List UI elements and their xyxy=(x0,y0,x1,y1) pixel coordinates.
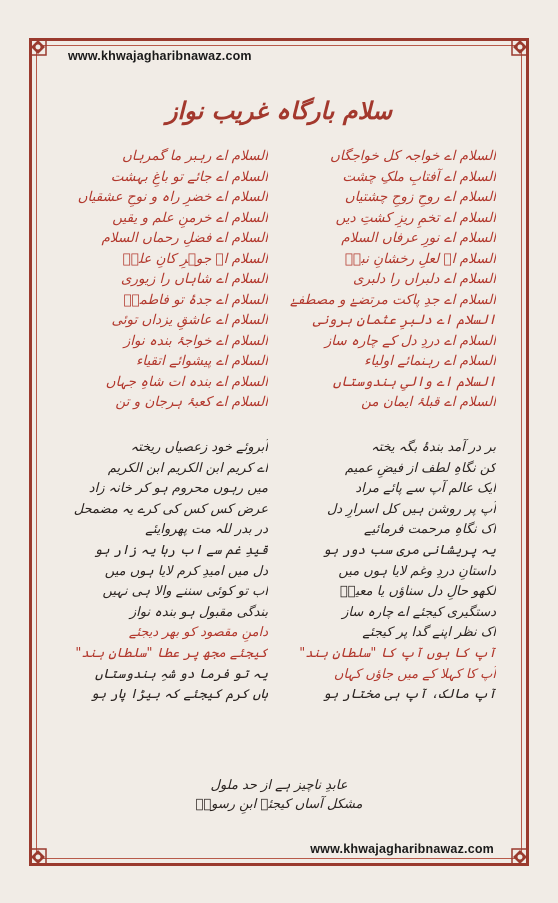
verse-line: کن نگاہِ لطف از فیضِ عمیم xyxy=(344,460,496,476)
page-title: سلام بارگاہ غریب نواز xyxy=(165,96,393,125)
poem-column-right xyxy=(286,438,496,706)
verse-line: السلام اے جدۂ تو فاطمہؓ xyxy=(123,291,268,308)
verse-line: السلام اے رہبر ما گمرہاں xyxy=(121,148,268,164)
salam-column-right xyxy=(286,146,496,413)
verse-line: دل میں امیدِ کرم لایا ہوں میں xyxy=(104,563,268,579)
website-url-top[interactable]: www.khwajagharibnawaz.com xyxy=(68,49,252,63)
verse-line: السلام اے خواجہ کل خواجگاں xyxy=(329,148,496,164)
verse-line: السلام اے عاشقِ یزداں توئی xyxy=(111,312,268,328)
verse-line: میں رہوں محروم ہو کر خانہ زاد xyxy=(88,481,268,497)
verse-line: ہاں کرم کیجئے کہ بیڑا پار ہو xyxy=(90,687,268,703)
verse-line: اک نظر اپنے گدا پر کیجئے xyxy=(362,625,496,641)
verse-line: آپ کا ہوں آپ کا "سلطانِ ہند" xyxy=(299,645,496,661)
corner-ornament-icon xyxy=(509,36,531,58)
verse-line: بندگی مقبول ہو بندہ نواز xyxy=(129,604,268,620)
verse-line: السلام اے خواجۂ بندہ نواز xyxy=(123,332,268,349)
verse-line: السلام اے دلبرِ عثمانِ ہرونی xyxy=(312,312,496,328)
verse-line: السلام اے نورِ عرفاں السلام xyxy=(341,230,496,246)
verse-line: اب تو کوئی سننے والا ہی نہیں xyxy=(102,584,268,600)
verse-line: کیجئے مجھ پر عطا "سلطانِ ہند" xyxy=(75,645,268,661)
verse-line: السلام اے دلبراں را دلبری xyxy=(353,271,496,287)
verse-line: در بدر للہ مت پھروایئے xyxy=(145,522,268,538)
verse-line: السلام اے لعلِ رخشانِ نبیؐ xyxy=(344,250,496,267)
verse-line: السلام اے والیِ ہندوستاں xyxy=(332,373,496,390)
verse-line: عرض کس کس کی کرے یہ مضمحل xyxy=(73,501,268,517)
verse-line: قیدِ غم سے اب رہا یہ زار ہو xyxy=(94,542,268,558)
verse-line: یہ پریشانی مری سب دور ہو xyxy=(322,542,496,558)
verse-line: السلام اے جائے تو باغِ بہشت xyxy=(110,168,268,185)
corner-ornament-icon xyxy=(27,846,49,868)
verse-line: دامنِ مقصود کو بھر دیجئے xyxy=(128,625,268,641)
verse-line: اے کریم ابن الکریم ابن الکریم xyxy=(107,460,268,476)
verse-line: السلام اے خرمنِ علم و یقیں xyxy=(112,209,268,226)
verse-line: السلام اے روحِ زوحِ چشتیاں xyxy=(344,189,496,205)
salam-column-left xyxy=(58,146,268,413)
corner-ornament-icon xyxy=(509,846,531,868)
closing-couplet xyxy=(0,776,558,814)
verse-line: السلام اے آفتابِ ملکِ چشت xyxy=(342,168,496,185)
verse-line: السلام اے جوہرِ کانِ علیؓ xyxy=(122,250,268,267)
verse-line: مشکل آساں کیجئے ابنِ رسولؐ xyxy=(195,797,363,812)
verse-line: السلام اے دردِ دل کے چارہ ساز xyxy=(324,332,496,349)
verse-line: آپ پر روشن ہیں کل اسرارِ دل xyxy=(326,501,496,517)
verse-line: دستگیری کیجئے اے چارہ ساز xyxy=(342,604,496,620)
verse-line: لکھو حالِ دل سناؤں یا معینؒ xyxy=(339,584,496,600)
verse-line: السلام اے قبلۂ ایمان من xyxy=(361,394,496,410)
verse-line: السلام اے پیشوائے اتقیاء xyxy=(136,353,268,369)
verse-line: آبروئے خود زعصیاں ریختہ xyxy=(130,440,268,455)
verse-line: السلام اے بندہ ات شاہِ جہاں xyxy=(105,373,268,390)
verse-line: اک نگاہِ مرحمت فرمائیے xyxy=(364,522,496,538)
verse-line: السلام اے شاہاں را زیوری xyxy=(120,271,268,287)
poem-column-left xyxy=(58,438,268,706)
verse-line: ایک عالم آپ سے پائے مراد xyxy=(355,481,496,497)
verse-line: آپ مالک، آپ ہی مختار ہو xyxy=(322,687,496,703)
verse-line: السلام اے فضلِ رحماں السلام xyxy=(101,230,268,246)
verse-line: یہ تو فرما دو شہِ ہندوستاں xyxy=(94,666,268,682)
verse-line: السلام اے جدِ پاکت مرتضےٰ و مصطفےٰ xyxy=(289,291,496,308)
verse-line: السلام اے کعبۂ ہرجان و تن xyxy=(115,394,268,410)
verse-line: عابدِ ناچیز ہے از حد ملول xyxy=(210,778,348,793)
verse-line: بر در آمد بندۂ بگہ یختہ xyxy=(371,440,496,455)
verse-line: داستانِ دردِ وغم لایا ہوں میں xyxy=(338,563,496,579)
verse-line: السلام اے رہنمائے اولیاء xyxy=(364,353,496,369)
website-url-bottom[interactable]: www.khwajagharibnawaz.com xyxy=(310,842,494,856)
corner-ornament-icon xyxy=(27,36,49,58)
verse-line: السلام اے تخمِ ریزِ کشتِ دیں xyxy=(335,209,496,226)
verse-line: السلام اے خضرِ راہ و نوحِ عشقیاں xyxy=(77,189,268,205)
verse-line: آپ کا کہلا کے میں جاؤں کہاں xyxy=(333,666,496,682)
